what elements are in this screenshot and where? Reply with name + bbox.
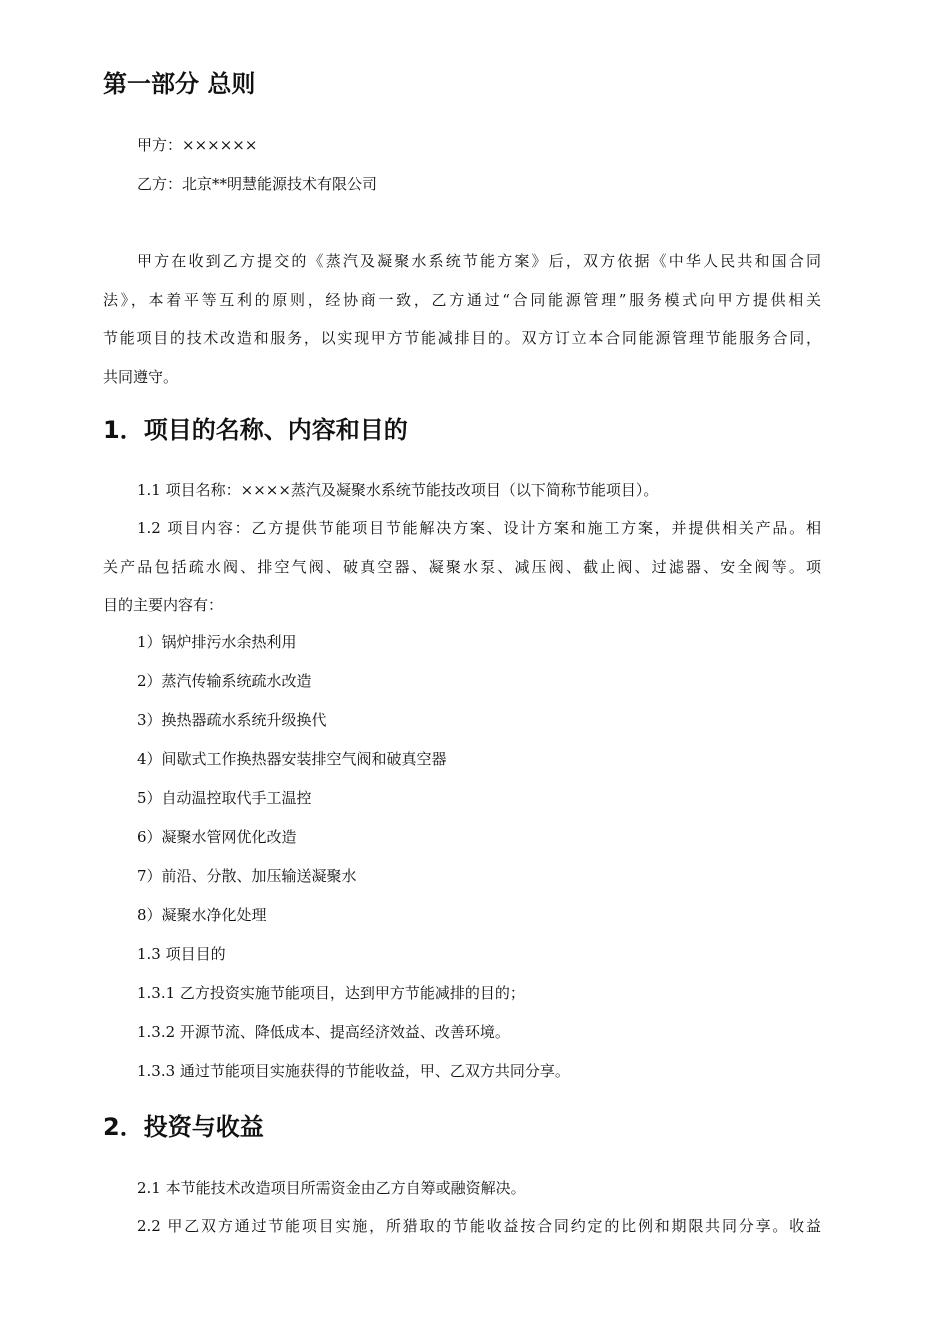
item-1-1: 1.1 项目名称：××××蒸汽及凝聚水系统节能技改项目（以下简称节能项目）。: [137, 481, 659, 499]
item-1-2-line-3: 目的主要内容有：: [103, 596, 224, 614]
content-item-1: 1）锅炉排污水余热利用: [137, 633, 297, 651]
item-1-3-1: 1.3.1 乙方投资实施节能项目，达到甲方节能减排的目的；: [137, 984, 525, 1002]
party-b: 乙方：北京**明慧能源技术有限公司: [137, 175, 378, 193]
content-item-7: 7）前沿、分散、加压输送凝聚水: [137, 867, 357, 885]
preamble-line-4: 共同遵守。: [103, 368, 179, 386]
content-item-8: 8）凝聚水净化处理: [137, 906, 267, 924]
section-2-title: 2．投资与收益: [103, 1113, 264, 1141]
section-1-title: 1．项目的名称、内容和目的: [103, 416, 408, 444]
content-item-6: 6）凝聚水管网优化改造: [137, 828, 297, 846]
item-2-2: 2.2 甲乙双方通过节能项目实施，所猎取的节能收益按合同约定的比例和期限共同分享。收益: [137, 1217, 821, 1235]
preamble-line-3: 节能项目的技术改造和服务，以实现甲方节能减排目的。双方订立本合同能源管理节能服务合同，: [103, 329, 821, 347]
item-1-2-line-2: 关产品包括疏水阀、排空气阀、破真空器、凝聚水泵、减压阀、截止阀、过滤器、安全阀等。项: [103, 558, 821, 576]
content-item-5: 5）自动温控取代手工温控: [137, 789, 312, 807]
content-item-3: 3）换热器疏水系统升级换代: [137, 711, 327, 729]
item-1-3: 1.3 项目目的: [137, 945, 226, 963]
item-1-2-line-1: 1.2 项目内容：乙方提供节能项目节能解决方案、设计方案和施工方案，并提供相关产品。相: [137, 519, 821, 537]
content-item-4: 4）间歇式工作换热器安装排空气阀和破真空器: [137, 750, 447, 768]
part-title: 第一部分 总则: [103, 70, 256, 98]
item-1-3-3: 1.3.3 通过节能项目实施获得的节能收益，甲、乙双方共同分享。: [137, 1062, 570, 1080]
preamble-line-2: 法》，本着平等互利的原则，经协商一致，乙方通过“合同能源管理”服务模式向甲方提供相关: [103, 291, 821, 309]
item-2-1: 2.1 本节能技术改造项目所需资金由乙方自筹或融资解决。: [137, 1179, 526, 1197]
party-a: 甲方：××××××: [137, 136, 258, 154]
preamble-line-1: 甲方在收到乙方提交的《蒸汽及凝聚水系统节能方案》后，双方依据《中华人民共和国合同: [137, 252, 821, 270]
item-1-3-2: 1.3.2 开源节流、降低成本、提高经济效益、改善环境。: [137, 1023, 510, 1041]
content-item-2: 2）蒸汽传输系统疏水改造: [137, 672, 312, 690]
